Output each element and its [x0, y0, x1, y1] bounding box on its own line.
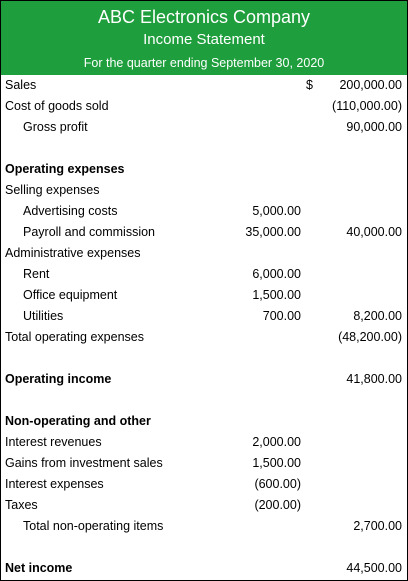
total-value: 44,500.00 — [346, 561, 402, 575]
detail-value: 6,000.00 — [252, 267, 301, 281]
detail-value: (600.00) — [254, 477, 301, 491]
row-label: Rent — [23, 267, 50, 281]
row-cogs — [1, 96, 407, 117]
detail-value: 700.00 — [262, 309, 301, 323]
row-operating-income — [1, 369, 407, 390]
row-label: Interest revenues — [5, 435, 102, 449]
row-taxes — [1, 495, 407, 516]
row-label: Office equipment — [23, 288, 118, 302]
statement-period: For the quarter ending September 30, 2020 — [83, 56, 325, 70]
row-spacer — [1, 138, 407, 159]
row-label: Cost of goods sold — [5, 99, 109, 113]
row-spacer — [1, 390, 407, 411]
row-label: Sales — [5, 78, 37, 92]
row-label: Interest expenses — [5, 477, 104, 491]
row-nonop-heading — [1, 411, 407, 432]
statement-rows — [1, 75, 407, 579]
total-value: 8,200.00 — [353, 309, 402, 323]
total-value: 40,000.00 — [346, 225, 402, 239]
detail-value: 2,000.00 — [252, 435, 301, 449]
detail-value: 1,500.00 — [252, 456, 301, 470]
row-spacer — [1, 537, 407, 558]
row-label: Taxes — [5, 498, 38, 512]
total-value: 90,000.00 — [346, 120, 402, 134]
total-value: 41,800.00 — [346, 372, 402, 386]
section-heading: Non-operating and other — [5, 414, 151, 428]
row-label: Selling expenses — [5, 183, 100, 197]
section-heading: Operating income — [5, 372, 112, 386]
detail-value: 1,500.00 — [252, 288, 301, 302]
total-value: (110,000.00) — [332, 99, 402, 113]
row-office-equipment — [1, 285, 407, 306]
detail-value: 5,000.00 — [252, 204, 301, 218]
row-interest-revenues — [1, 432, 407, 453]
row-total-opex — [1, 327, 407, 348]
row-admin-heading — [1, 243, 407, 264]
row-utilities — [1, 306, 407, 327]
total-value: 2,700.00 — [353, 519, 402, 533]
row-label: Payroll and commission — [23, 225, 155, 239]
row-gross-profit — [1, 117, 407, 138]
row-label: Gains from investment sales — [5, 456, 163, 470]
row-label: Utilities — [23, 309, 64, 323]
row-total-nonop — [1, 516, 407, 537]
company-name: ABC Electronics Company — [97, 7, 311, 27]
row-opex-heading — [1, 159, 407, 180]
row-payroll — [1, 222, 407, 243]
row-selling-heading — [1, 180, 407, 201]
row-rent — [1, 264, 407, 285]
row-label: Total non-operating items — [23, 519, 164, 533]
row-net-income — [1, 558, 407, 579]
row-advertising — [1, 201, 407, 222]
row-sales — [1, 75, 407, 96]
statement-header — [1, 1, 407, 75]
row-gains — [1, 453, 407, 474]
row-label: Administrative expenses — [5, 246, 141, 260]
section-heading: Net income — [5, 561, 73, 575]
row-interest-expenses — [1, 474, 407, 495]
row-label: Advertising costs — [23, 204, 118, 218]
row-spacer — [1, 348, 407, 369]
total-value: 200,000.00 — [339, 78, 402, 92]
row-label: Total operating expenses — [5, 330, 144, 344]
detail-value: (200.00) — [254, 498, 301, 512]
row-label: Gross profit — [23, 120, 88, 134]
total-value: (48,200.00) — [338, 330, 402, 344]
statement-title: Income Statement — [143, 31, 265, 48]
detail-value: 35,000.00 — [245, 225, 301, 239]
currency-symbol: $ — [306, 78, 313, 92]
section-heading: Operating expenses — [5, 162, 125, 176]
